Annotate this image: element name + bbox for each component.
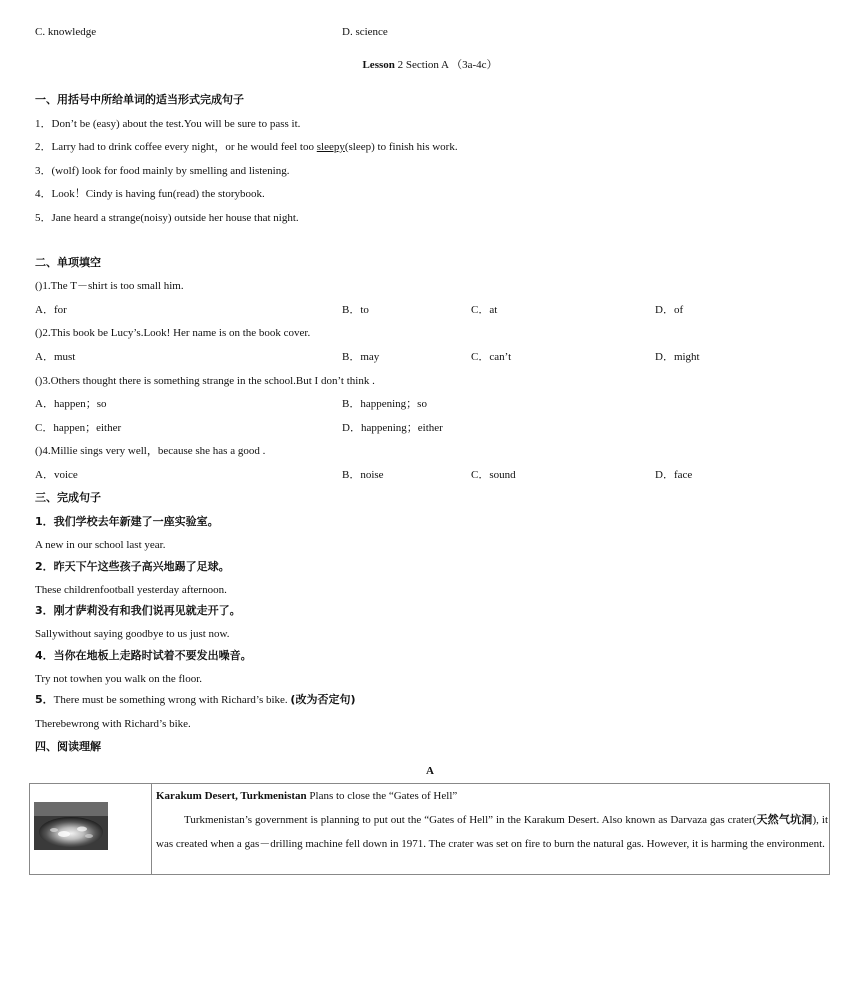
item-text-end: (sleep) to finish his work. (344, 141, 458, 153)
q4-option-d: D．face (655, 469, 693, 481)
headline-place: Karakum Desert, Turkmenistan (156, 790, 307, 802)
part3-item-1-cn: 1．我们学校去年新建了一座实验室。 (35, 515, 219, 528)
headline-text: Plans to close the “Gates of Hell” (306, 790, 458, 802)
part1-item-5 (35, 211, 299, 225)
underlined-answer: sleepy (316, 141, 345, 153)
part3-item-4-cn: 4．当你在地板上走路时试着不要发出噪音。 (35, 649, 252, 662)
table-divider (151, 784, 152, 874)
item-text: (wolf) look for food mainly by smelling and listening. (51, 165, 290, 177)
paragraph-text-end: ), it was created when a gas－drilling machine fell down in 1971. The crater was set on fire to burn the natural gas. However, it is harming the environment. (156, 814, 828, 850)
item-number: 2． (35, 141, 52, 153)
part3-item-5-prompt (35, 693, 355, 707)
passage-headline (156, 784, 828, 808)
part1-item-3 (35, 164, 290, 178)
option-d-prev: D. science (342, 26, 388, 38)
part1-item-2 (35, 140, 458, 154)
item-text: Jane heard a strange(noisy) outside her house that night. (51, 212, 299, 224)
part3-item-2-en: These childrenfootball yesterday afternoon. (35, 584, 227, 596)
paragraph-cn-term: 天然气坑洞 (756, 813, 813, 826)
item-number: 4． (35, 188, 52, 200)
q2-option-a: A．must (35, 351, 76, 363)
item-number: 1． (35, 118, 52, 130)
part3-item-3-cn: 3．刚才萨莉没有和我们说再见就走开了。 (35, 604, 241, 617)
q2-option-b: B．may (342, 351, 380, 363)
crater-photo (34, 802, 108, 850)
q3-option-d: D．happening；either (342, 422, 443, 434)
q3-option-b: B．happening；so (342, 398, 427, 410)
option-c-prev: C. knowledge (35, 26, 97, 38)
paragraph-text: Turkmenistan’s government is planning to put out the “Gates of Hell” in the Karakum Desert. Also known as Darvaza gas crater( (184, 814, 757, 826)
q4-option-b: B．noise (342, 469, 384, 481)
part3-item-2-cn: 2．昨天下午这些孩子高兴地踢了足球。 (35, 560, 230, 573)
q4-option-c: C．sound (471, 469, 516, 481)
q3-option-c: C．happen；either (35, 422, 122, 434)
q4-option-a: A．voice (35, 469, 78, 481)
question-1-stem: ()1.The T－shirt is too small him. (35, 280, 184, 292)
item-number: 3． (35, 165, 52, 177)
part1-item-1 (35, 117, 300, 131)
q1-option-b: B．to (342, 304, 369, 316)
item-text: Don’t be (easy) about the test.You will be sure to pass it. (51, 118, 301, 130)
lesson-heading (0, 58, 860, 72)
q3-option-a: A．happen；so (35, 398, 107, 410)
part2-title: 二、单项填空 (35, 256, 101, 269)
item-sentence: There must be something wrong with Richard’s bike. (53, 694, 291, 706)
part3-item-4-en: Try not towhen you walk on the floor. (35, 673, 203, 685)
part3-item-3-en: Sallywithout saying goodbye to us just now. (35, 628, 230, 640)
q2-option-c: C．can’t (471, 351, 512, 363)
passage-paragraph (156, 808, 828, 856)
part3-title: 三、完成句子 (35, 491, 101, 504)
lesson-section: 2 Section A （3a-4c） (394, 59, 498, 71)
item-instruction: (改为否定句) (290, 693, 356, 706)
item-text: Larry had to drink coffee every night，or he would feel too (51, 141, 317, 153)
passage-label: A (426, 765, 434, 777)
part3-item-1-en: A new in our school last year. (35, 539, 166, 551)
part1-item-4 (35, 187, 265, 201)
item-number: 5． (35, 212, 52, 224)
reading-table (29, 783, 830, 875)
q1-option-c: C．at (471, 304, 498, 316)
passage-cell (156, 784, 828, 856)
part1-title: 一、用括号中所给单词的适当形式完成句子 (35, 93, 244, 106)
part3-item-5-en: Therebewrong with Richard’s bike. (35, 718, 191, 730)
question-2-stem: ()2.This book be Lucy’s.Look! Her name is on the book cover. (35, 327, 311, 339)
q2-option-d: D．might (655, 351, 700, 363)
item-number: 5． (35, 693, 54, 706)
lesson-label: Lesson (362, 59, 395, 71)
item-text: Look！Cindy is having fun(read) the storybook. (51, 188, 265, 200)
part4-title: 四、阅读理解 (35, 740, 101, 753)
question-3-stem: ()3.Others thought there is something strange in the school.But I don’t think . (35, 375, 375, 387)
q1-option-d: D．of (655, 304, 684, 316)
q1-option-a: A．for (35, 304, 67, 316)
question-4-stem: ()4.Millie sings very well，because she has a good . (35, 445, 266, 457)
